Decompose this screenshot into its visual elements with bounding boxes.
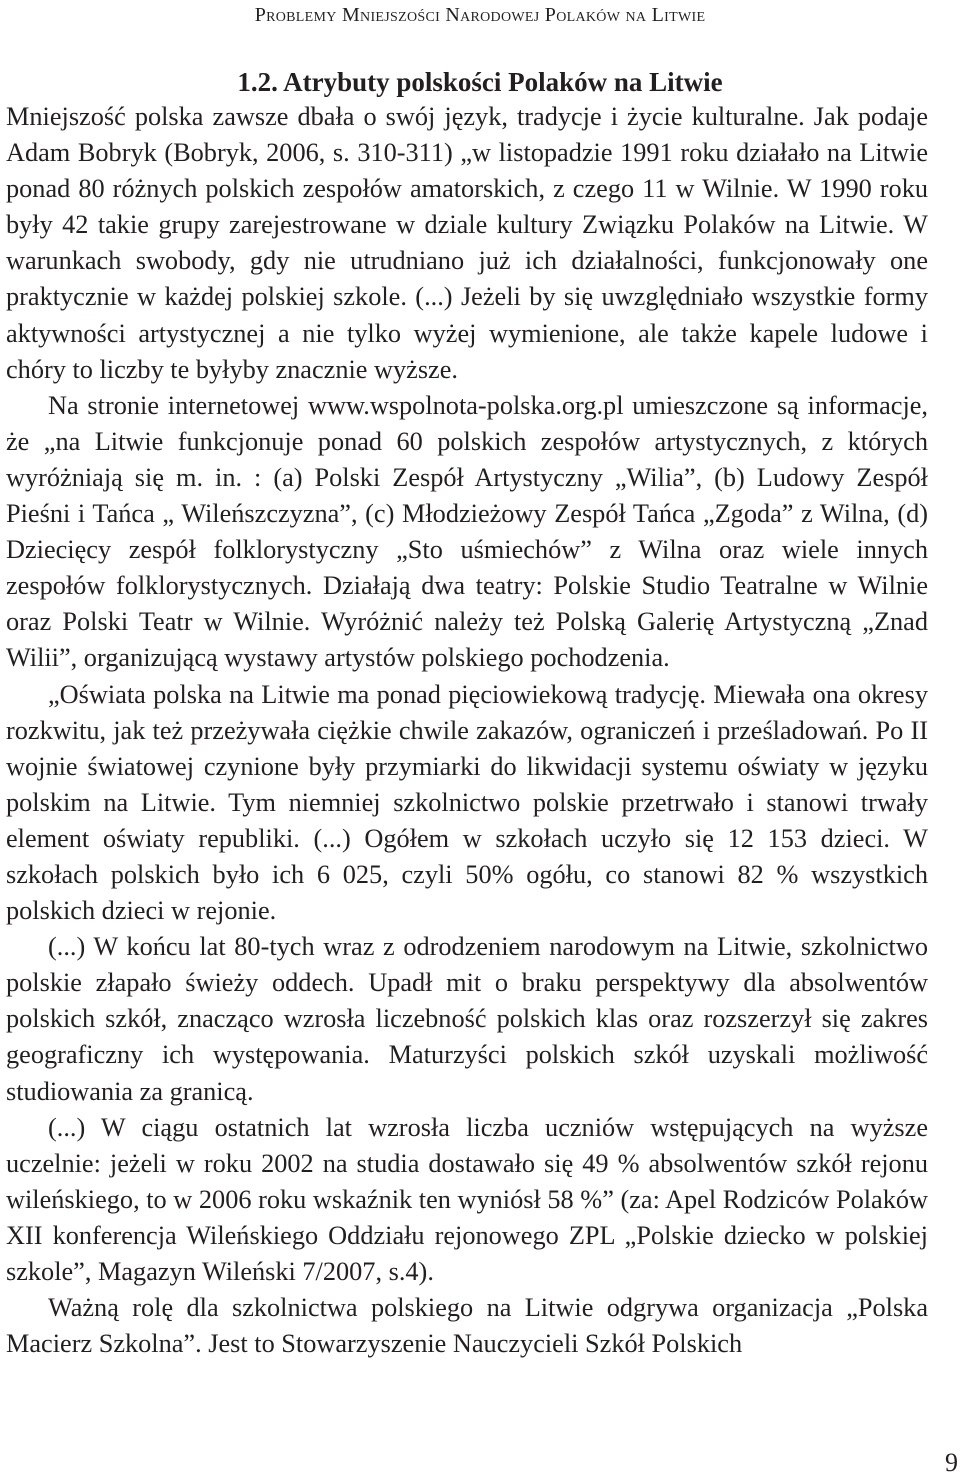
- running-header: Problemy Mniejszości Narodowej Polaków na Litwie: [254, 4, 706, 26]
- page-number: 9: [945, 1448, 958, 1477]
- section-title: 1.2. Atrybuty polskości Polaków na Litwie: [237, 67, 723, 97]
- paragraph-2: Na stronie internetowej www.wspolnota-polska.org.pl umieszczone są informacje, że „na Litwie funkcjonuje ponad 60 polskich zespołów artystycznych, z których wyróżniają się m. in. : (a) Polski Zespół Artystyczny „Wilia”, (b) Ludowy Zespół Pieśni i Tańca „ Wileńszczyzna”, (c) Młodzieżowy Zespół Tańca „Zgoda” z Wilna, (d) Dziecięcy zespół folklorystyczny „Sto uśmiechów” z Wilna oraz wiele innych zespołów folklorystycznych. Działają dwa teatry: Polskie Studio Teatralne w Wilnie oraz Polski Teatr w Wilnie. Wyróżnić należy też Polską Galerię Artystyczną „Znad Wilii”, organizującą wystawy artystów polskiego pochodzenia.: [6, 390, 928, 673]
- paragraph-5: (...) W ciągu ostatnich lat wzrosła liczba uczniów wstępujących na wyższe uczelnie: jeżeli w roku 2002 na studia dostawało się 49 % absolwentów szkół rejonu wileńskiego, to w 2006 roku wskaźnik ten wyniósł 58 %” (za: Apel Rodziców Polaków XII konferencja Wileńskiego Oddziału rejonowego ZPL „Polskie dziecko w polskiej szkole”, Magazyn Wileński 7/2007, s.4).: [6, 1112, 928, 1286]
- paragraph-4: (...) W końcu lat 80-tych wraz z odrodzeniem narodowym na Litwie, szkolnictwo polskie złapało świeży oddech. Upadł mit o braku perspektywy dla absolwentów polskich szkół, znacząco wzrosła liczebność polskich klas oraz rozszerzył się zakres geograficzny ich występowania. Maturzyści polskich szkół uzyskali możliwość studiowania za granicą.: [6, 932, 928, 1106]
- body-text: [6, 99, 928, 1362]
- paragraph-1: Mniejszość polska zawsze dbała o swój język, tradycje i życie kulturalne. Jak podaje Adam Bobryk (Bobryk, 2006, s. 310-311) „w listopadzie 1991 roku działało na Litwie ponad 80 różnych polskich zespołów amatorskich, z czego 11 w Wilnie. W 1990 roku były 42 takie grupy zarejestrowane w dziale kultury Związku Polaków na Litwie. W warunkach swobody, gdy nie utrudniano już ich działalności, funkcjonowały one praktycznie w każdej polskiej szkole. (...) Jeżeli by się uwzględniało wszystkie formy aktywności artystycznej a nie tylko wyżej wymienione, ale także kapele ludowe i chóry to liczby te byłyby znacznie wyższe.: [6, 102, 928, 384]
- paragraph-3: „Oświata polska na Litwie ma ponad pięciowiekową tradycję. Miewała ona okresy rozkwitu, jak też przeżywała ciężkie chwile zakazów, ograniczeń i prześladowań. Po II wojnie światowej czynione były przymiarki do likwidacji systemu oświaty w języku polskim na Litwie. Tym niemniej szkolnictwo polskie przetrwało i stanowi trwały element oświaty republiki. (...) Ogółem w szkołach uczyło się 12 153 dzieci. W szkołach polskich było ich 6 025, czyli 50% ogółu, co stanowi 82 % wszystkich polskich dzieci w rejonie.: [6, 679, 928, 926]
- paragraph-6: Ważną rolę dla szkolnictwa polskiego na Litwie odgrywa organizacja „Polska Macierz Szkolna”. Jest to Stowarzyszenie Nauczycieli Szkół Polskich: [6, 1293, 928, 1359]
